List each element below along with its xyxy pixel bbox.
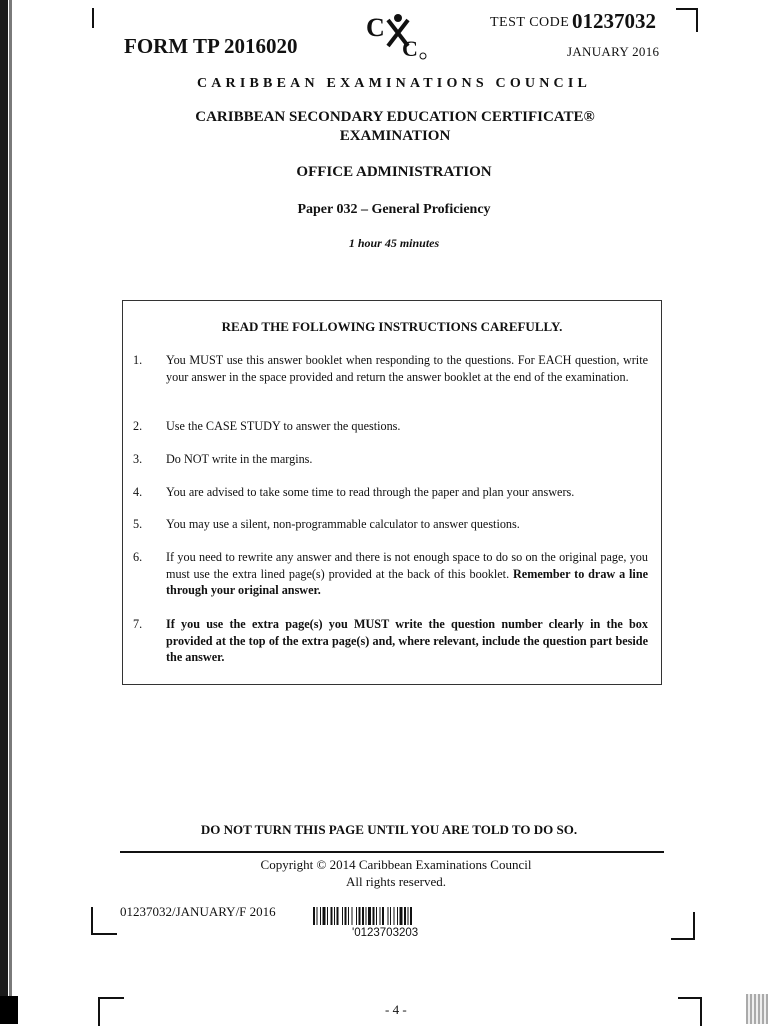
do-not-turn-warning: DO NOT TURN THIS PAGE UNTIL YOU ARE TOLD TO DO SO. [200, 822, 578, 837]
instruction-text: Use the CASE STUDY to answer the questions. [166, 419, 401, 433]
instruction-number: 1. [133, 353, 143, 367]
instruction-text: You MUST use this answer booklet when responding to the questions. For EACH question, write your answer in the space provided and return the answer booklet at the end of the examination. [166, 353, 648, 384]
registration-mark-bottom-right [671, 912, 695, 940]
subject-title: OFFICE ADMINISTRATION [296, 164, 492, 180]
instruction-number: 7. [133, 617, 143, 631]
divider-rule [120, 851, 664, 853]
scan-noise [746, 994, 768, 1024]
registration-mark-bottom-left [91, 907, 117, 935]
instructions-box [122, 300, 662, 685]
certificate-title: CARIBBEAN SECONDARY EDUCATION CERTIFICATE® [195, 109, 595, 125]
rights-notice: All rights reserved. [345, 874, 446, 889]
instructions-list [123, 301, 661, 684]
instruction-text: You are advised to take some time to read through the paper and plan your answers. [166, 485, 575, 499]
cxc-logo [362, 10, 430, 60]
instruction-plain-text: If you need to rewrite any answer and there is not enough space to do so on the original page, you must use the extra lined page(s) provided at the back of this booklet. [166, 550, 648, 581]
barcode [313, 907, 469, 925]
paper-title: Paper 032 – General Proficiency [297, 202, 491, 217]
page-number: - 4 - [385, 1002, 407, 1017]
document-code: 01237032/JANUARY/F 2016 [120, 904, 276, 919]
exam-duration: 1 hour 45 minutes [348, 236, 440, 250]
council-name: CARIBBEAN EXAMINATIONS COUNCIL [196, 76, 592, 91]
instruction-number: 2. [133, 419, 143, 433]
registration-mark-top-left [92, 8, 94, 28]
copyright-notice: Copyright © 2014 Caribbean Examinations Council [260, 857, 532, 872]
test-code-value: 01237032 [572, 9, 656, 33]
instruction-bold-text: If you use the extra page(s) you MUST write the question number clearly in the box provided at the top of the extra page(s) and, where relevant, include the question part beside the answer. [166, 617, 648, 664]
svg-text:C: C [366, 13, 385, 42]
instruction-number: 4. [133, 485, 143, 499]
instruction-text [166, 549, 648, 599]
test-code-label: TEST CODE [490, 15, 570, 30]
barcode-number: '0123703203 [352, 927, 419, 939]
instruction-number: 6. [133, 550, 143, 564]
exam-date: JANUARY 2016 [567, 44, 660, 59]
instructions-heading: READ THE FOLLOWING INSTRUCTIONS CAREFULLY. [221, 319, 563, 334]
instruction-text: Do NOT write in the margins. [166, 452, 313, 466]
registration-mark-next-page-right [678, 997, 702, 1026]
registration-mark-next-page-left [98, 997, 124, 1026]
scan-edge-corner [0, 996, 18, 1024]
instruction-number: 5. [133, 517, 143, 531]
instruction-bold-text: Remember to draw a line through your original answer. [166, 566, 649, 597]
registration-mark-top-right [676, 8, 698, 32]
form-code: FORM TP 2016020 [124, 34, 298, 58]
instruction-number: 3. [133, 452, 143, 466]
certificate-title-line2: EXAMINATION [339, 128, 451, 144]
svg-text:C: C [402, 36, 418, 60]
instruction-text: You may use a silent, non-programmable calculator to answer questions. [166, 517, 520, 531]
